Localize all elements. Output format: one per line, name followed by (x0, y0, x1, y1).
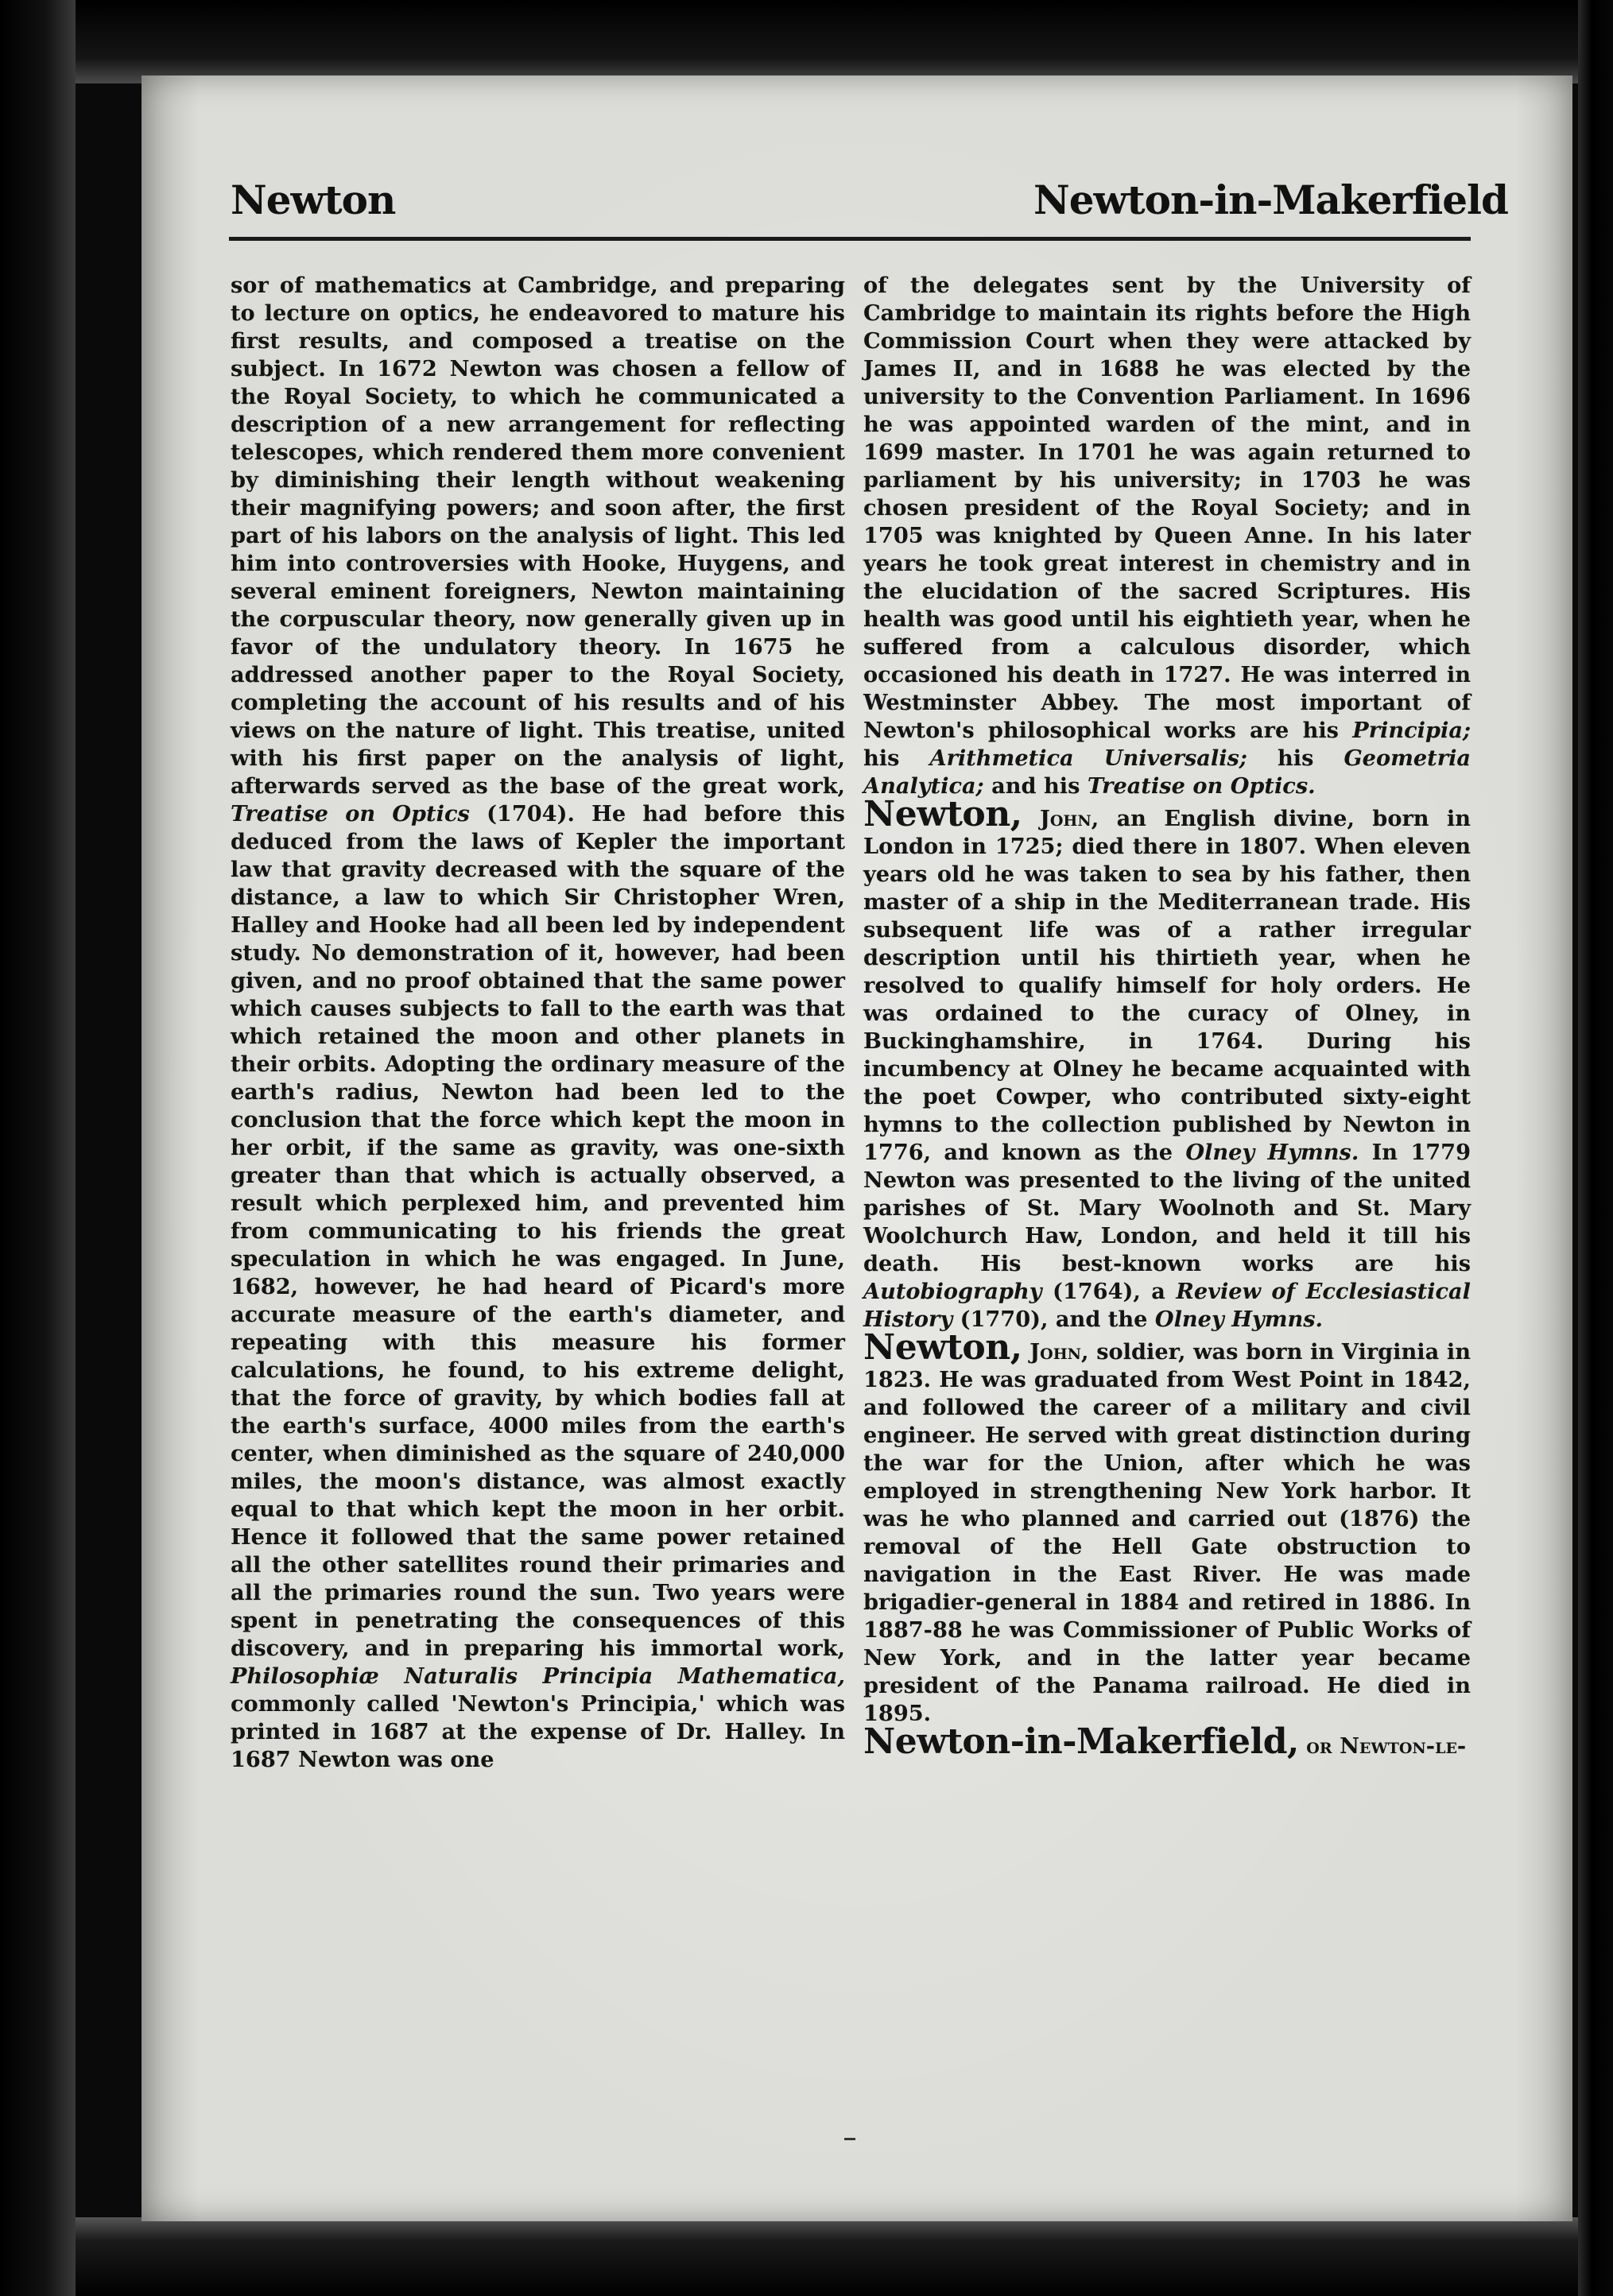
entry-newton-in-makerfield (863, 1721, 1471, 1762)
paragraph-text: commonly called 'Newton's Principia,' which was printed in 1687 at the expense of Dr. Halley. In 1687 Newton was one (231, 1691, 845, 1772)
paragraph-text: soldier, was born in Virginia in 1823. He was graduated from West Point in 1842, and followed the career of a military and civil engineer. He served with great distinction during the war for the Union, after which he was employed in strengthening New York harbor. It was he who planned and carried out (1876) the removal of the Hell Gate obstruction to navigation in the East River. He was made brigadier-general in 1884 and retired in 1886. In 1887-88 he was Commissioner of Public Works of New York, and in the latter year became president of the Panama railroad. He died in 1895. (863, 1339, 1471, 1726)
entry-newton-john-soldier (863, 1327, 1471, 1728)
work-title-optics: Treatise on Optics (231, 801, 470, 827)
left-column (231, 272, 845, 1774)
page-mark (844, 2138, 855, 2140)
work-title: Olney Hymns. (1185, 1140, 1359, 1165)
running-head-left: Newton (231, 176, 396, 223)
entry-newton-john-divine (863, 794, 1471, 1334)
paragraph-text: an English divine, born in London in 1725; died there in 1807. When eleven years old he was taken to sea by his father, then master of a ship in the Mediterranean trade. His subsequent life was of a rather irregular description until his thirtieth year, when he resolved to qualify himself for holy orders. He was ordained to the curacy of Olney, in Buckinghamshire, in 1764. During his incumbency at Olney he became acquainted with the poet Cowper, who contributed sixty-eight hymns to the collection published by Newton in 1776, and known as the (863, 806, 1471, 1165)
scan-border-bottom (76, 2217, 1578, 2296)
entry-headword: Newton-in-Makerfield, (863, 1721, 1299, 1762)
paragraph-text: In 1779 Newton was presented to the living of the united parishes of St. Mary Woolnoth and St. Mary Woolchurch Haw, London, and held it till his death. His best-known works are his (863, 1140, 1471, 1276)
work-title: Review of Ecclesiastical History (863, 1279, 1471, 1332)
entry-first-name: John, (1039, 806, 1099, 831)
work-title: Geometria Analytica; (863, 745, 1471, 799)
scan-border-left (0, 0, 76, 2296)
paragraph-text: of the delegates sent by the University of Cambridge to maintain its rights before the High Commission Court when they were attacked by James II, and in 1688 he was elected by the university to the Convention Parliament. In 1696 he was appointed warden of the mint, and in 1699 master. In 1701 he was again returned to parliament by his university; in 1703 he was chosen president of the Royal Society; and in 1705 was knighted by Queen Anne. In his later years he took great interest in chemistry and in the elucidation of the sacred Scriptures. His health was good until his eightieth year, when he suffered from a calculous disorder, which occasioned his death in 1727. He was interred in Westminster Abbey. The most important of Newton's philosophical works are his (863, 273, 1471, 743)
paragraph-text: (1764), a (1052, 1279, 1165, 1304)
paragraph-text: (1704). He had before this deduced from the laws of Kepler the important law that gravity decreased with the square of the distance, a law to which Sir Christopher Wren, Halley and Hooke had all been led by independent study. No demonstration of it, however, had been given, and no proof obtained that the same power which causes subjects to fall to the earth was that which retained the moon and other planets in their orbits. Adopting the ordinary measure of the earth's radius, Newton had been led to the conclusion that the force which kept the moon in her orbit, if the same as gravity, was one-sixth greater than that which is actually observed, a result which perplexed him, and prevented him from communicating to his friends the great speculation in which he was engaged. In June, 1682, however, he had heard of Picard's more accurate measure of the earth's diameter, and repeating with this measure his former calculations, he found, to his extreme delight, that the force of gravity, by which bodies fall at the earth's surface, 4000 miles from the earth's center, when diminished as the square of 240,000 miles, the moon's distance, was almost exactly equal to that which kept the moon in her orbit. Hence it followed that the same power retained all the other satellites round their primaries and all the primaries round the sun. Two years were spent in penetrating the consequences of this discovery, and in preparing his immortal work, (231, 801, 845, 1661)
paragraph-text: (1770), and the (960, 1307, 1148, 1332)
header-rule (229, 237, 1471, 241)
paragraph-text: his (863, 745, 900, 771)
work-title: Principia; (1352, 718, 1471, 743)
work-title: Autobiography (863, 1279, 1042, 1304)
work-title: Olney Hymns. (1154, 1307, 1324, 1332)
work-title: Treatise on Optics. (1087, 773, 1316, 799)
running-head-right: Newton-in-Makerfield (1033, 176, 1509, 223)
entry-headword: Newton, (863, 1327, 1022, 1368)
scan-border-right (1578, 0, 1613, 2296)
paragraph-text: sor of mathematics at Cambridge, and preparing to lecture on optics, he endeavored to mature his first results, and composed a treatise on the subject. In 1672 Newton was chosen a fellow of the Royal Society, to which he communicated a description of a new arrangement for reflecting telescopes, which rendered them more convenient by diminishing their length without weakening their magnifying powers; and soon after, the first part of his labors on the analysis of light. This led him into controversies with Hooke, Huygens, and several eminent foreigners, Newton maintaining the corpuscular theory, now generally given up in favor of the undulatory theory. In 1675 he addressed another paper to the Royal Society, completing the account of his results and of his views on the nature of light. This treatise, united with his first paper on the analysis of light, afterwards served as the base of the great work, (231, 273, 845, 799)
paragraph-text: or Newton-le- (1306, 1733, 1467, 1759)
entry-headword: Newton, (863, 794, 1022, 834)
newton-isaac-conclusion (863, 272, 1471, 800)
right-column (863, 272, 1471, 1760)
work-title-principia: Philosophiæ Naturalis Principia Mathematica, (231, 1663, 845, 1689)
newton-isaac-continued (231, 272, 845, 1774)
work-title: Arithmetica Universalis; (929, 745, 1247, 771)
paragraph-text: and his (991, 773, 1080, 799)
paragraph-text: his (1277, 745, 1314, 771)
scan-border-top (76, 0, 1578, 83)
entry-first-name: John, (1029, 1339, 1089, 1365)
